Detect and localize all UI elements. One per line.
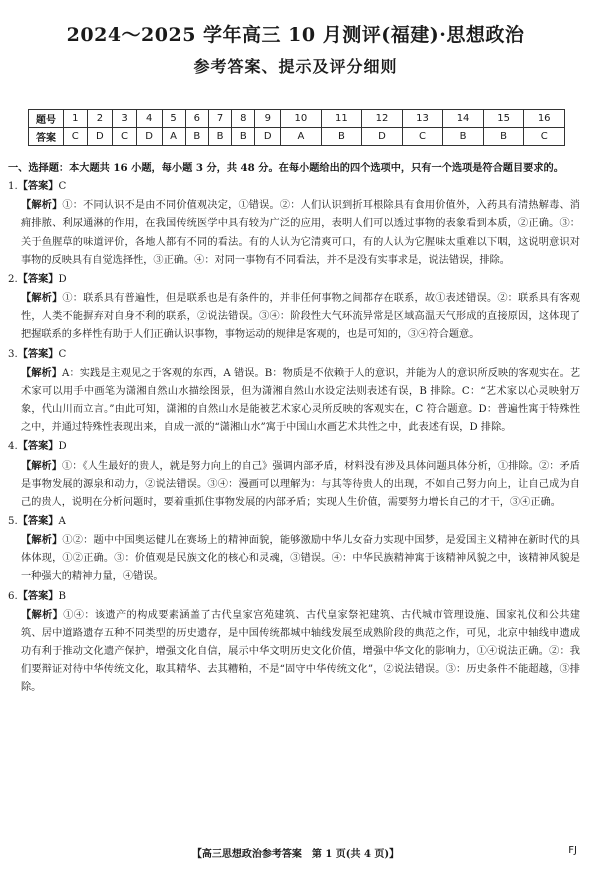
table-cell: D <box>362 128 403 146</box>
row-label-answer: 答案 <box>29 128 64 146</box>
page-subtitle: 参考答案、提示及评分细则 <box>193 57 398 76</box>
answer-value: C <box>58 181 67 193</box>
answer-label: 【答案】 <box>17 180 59 193</box>
question-number: 4. <box>8 441 18 453</box>
explain-label: 【解析】 <box>21 366 63 379</box>
page-title: 2024～2025 学年高三 10 月测评(福建)·思想政治 <box>66 24 525 46</box>
question-number: 2. <box>8 273 18 285</box>
table-cell: 12 <box>362 110 403 128</box>
table-cell: 7 <box>208 110 231 128</box>
explain-text: ①：《人生最好的贵人，就是努力向上的自己》强调内部矛盾，材料没有涉及具体问题具体分析，①排除。②：矛盾是事物发展的源泉和动力，②说法错误。③④：漫画可以理解为：与其等待贵人的出现，不如自己努力向上，让自己成为自己的贵人，说明在分析问题时，要着重抓住事物发展的内部矛盾；实现人生价值，需要努力增长自己的才干，③④正确。 <box>21 460 580 508</box>
explanation-q1 <box>8 196 580 270</box>
explanation-q3 <box>8 364 580 438</box>
explain-label: 【解析】 <box>21 608 64 621</box>
answer-line-q2 <box>8 270 580 289</box>
question-number: 5. <box>8 515 18 527</box>
answer-line-q3 <box>8 345 580 364</box>
table-cell: A <box>162 128 185 146</box>
table-cell: 13 <box>402 110 443 128</box>
answer-label: 【答案】 <box>17 272 59 285</box>
table-cell: C <box>524 128 565 146</box>
answer-value: C <box>58 348 67 360</box>
explanation-q5 <box>8 531 580 586</box>
table-cell: D <box>136 128 162 146</box>
table-cell: C <box>64 128 88 146</box>
table-cell: A <box>281 128 322 146</box>
page-footer: 【高三思想政治参考答案 第 1 页(共 4 页)】 <box>191 849 400 860</box>
explain-text: ①②：题中中国奥运健儿在赛场上的精神面貌，能够激励中华儿女奋力实现中国梦，是爱国主义精神在新时代的具体体现，①②正确。③：价值观是民族文化的核心和灵魂，③错误。④：中华民族精神寓于该精神风貌之中，该精神风貌是一种强大的精神力量，④错误。 <box>21 535 580 583</box>
answer-label: 【答案】 <box>17 589 59 602</box>
table-cell: 1 <box>64 110 88 128</box>
answer-value: D <box>58 441 67 453</box>
answer-line-q5 <box>8 512 580 531</box>
explanation-q6 <box>8 606 580 698</box>
table-cell: B <box>185 128 208 146</box>
explanation-q2 <box>8 289 580 344</box>
explain-label: 【解析】 <box>21 534 63 547</box>
answer-value: B <box>58 590 66 602</box>
explanation-q4 <box>8 457 580 512</box>
answer-label: 【答案】 <box>17 440 59 453</box>
table-cell: 16 <box>524 110 565 128</box>
table-cell: 9 <box>255 110 281 128</box>
answer-label: 【答案】 <box>17 347 59 360</box>
question-number: 6. <box>8 590 18 602</box>
answer-label: 【答案】 <box>17 514 59 527</box>
table-cell: 2 <box>87 110 113 128</box>
table-cell: B <box>483 128 524 146</box>
table-cell: 15 <box>483 110 524 128</box>
table-cell: D <box>87 128 113 146</box>
table-cell: B <box>232 128 255 146</box>
explain-text: A：实践是主观见之于客观的东西，A 错误。B：物质是不依赖于人的意识，并能为人的意识所反映的客观实在。艺术家可以用手中画笔为潇湘自然山水描绘图景，但为潇湘自然山水设定法则表述有误，B 排除。C：“艺术家以心灵映射万象，代山川而立言。”由此可知，潇湘的自然山水是能被艺术家心灵所反映的客观实在，C 符合题意。D：普遍性寓于特殊性之中，并通过特殊性表现出来，自成一派的“潇湘山水”寓于中国山水画艺术共性之中，此表述有误，D 排除。 <box>21 367 581 434</box>
explain-label: 【解析】 <box>21 199 63 212</box>
table-cell: 6 <box>185 110 208 128</box>
table-cell: 3 <box>113 110 137 128</box>
explain-text: ①：联系具有普遍性，但是联系也是有条件的，并非任何事物之间都存在联系，故①表述错误。②：联系具有客观性，人类不能摒弃对自身不利的联系，②说法错误。③④：阶段性大气环流异常是区域高温天气形成的直接原因，这体现了把握联系的多样性有助于人们正确认识事物，事物运动的规律是客观的，也是可知的，③④符合题意。 <box>21 293 580 341</box>
table-cell: 10 <box>281 110 322 128</box>
answer-value: A <box>58 515 66 527</box>
table-cell: 14 <box>443 110 484 128</box>
table-cell: D <box>255 128 281 146</box>
answer-line-q6 <box>8 587 580 606</box>
table-cell: B <box>321 128 362 146</box>
question-number: 1. <box>8 181 18 193</box>
explain-label: 【解析】 <box>21 459 63 472</box>
section-heading: 一、选择题：本大题共 16 小题，每小题 3 分，共 48 分。在每小题给出的四个选项中，只有一个选项是符合题目要求的。 <box>8 162 564 174</box>
row-label-number: 题号 <box>29 110 64 128</box>
answer-table <box>28 109 565 146</box>
answer-line-q4 <box>8 437 580 456</box>
table-cell: B <box>443 128 484 146</box>
explain-text: ①④：该遗产的构成要素涵盖了古代皇家宫苑建筑、古代皇家祭祀建筑、古代城市管理设施、国家礼仪和公共建筑、居中道路遗存五种不同类型的历史遗存，是中国传统都城中轴线发展至成熟阶段的典范之作，可见，北京中轴线申遗成功有利于推动文化遗产保护，增强文化自信，展示中华文明历史文化价值，增强中华文化的影响力，①④说法正确。②：我们要辩证对待中华传统文化，取其精华、去其糟粕，不是“固守中华传统文化”，②说法错误。③：历史条件不能超越，③排除。 <box>21 609 580 694</box>
footer-code: FJ <box>568 845 577 856</box>
table-cell: C <box>113 128 137 146</box>
answer-line-q1 <box>8 177 580 196</box>
table-cell: 5 <box>162 110 185 128</box>
table-cell: B <box>208 128 231 146</box>
explain-text: ①：不同认识不是由不同价值观决定，①错误。②：人们认识到折耳根除具有食用价值外，入药具有清热解毒、消痈排脓、利尿通淋的作用，在我国传统医学中具有较为广泛的应用，表明人们可以透过事物的表象看到本质，②正确。③：关于鱼腥草的味道评价，各地人都有不同的看法。有的人认为它清爽可口，有的人认为它腥味太重难以下咽，这说明意识对事物的反映具有自觉选择性，③正确。④：对同一事物有不同看法，并不是没有实事求是，说法错误，排除。 <box>21 200 580 266</box>
answer-value: D <box>58 273 67 285</box>
question-number-row <box>29 110 565 128</box>
table-cell: 4 <box>136 110 162 128</box>
table-cell: 8 <box>232 110 255 128</box>
answer-row <box>29 128 565 146</box>
explain-label: 【解析】 <box>21 292 63 305</box>
table-cell: C <box>402 128 443 146</box>
question-number: 3. <box>8 348 18 360</box>
answer-explanations <box>8 159 580 698</box>
table-cell: 11 <box>321 110 362 128</box>
